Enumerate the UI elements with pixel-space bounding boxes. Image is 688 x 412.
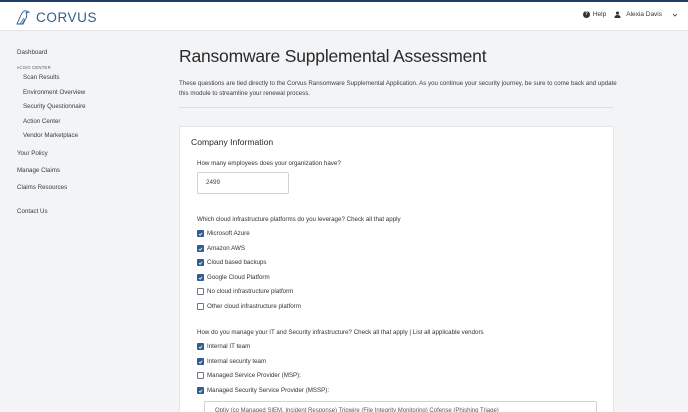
option-internal-security-team[interactable] <box>197 358 266 365</box>
option-cloud-based-backups[interactable] <box>197 259 267 266</box>
option-label: Cloud based backups <box>207 259 267 266</box>
main-content <box>98 31 688 412</box>
option-mssp[interactable] <box>197 387 329 394</box>
employees-input[interactable]: 2499 <box>197 172 289 194</box>
mssp-vendors-input[interactable]: Optiv (co Managed SIEM, Incident Response) Tripwire (File Integrity Monitoring) Cofense (Phishing Triage) <box>204 401 597 412</box>
sidebar-item-claims-resources[interactable]: Claims Resources <box>17 184 68 191</box>
option-label: Other cloud infrastructure platform <box>207 303 301 310</box>
option-label: Google Cloud Platform <box>207 274 270 281</box>
sidebar-item-vendor-marketplace[interactable]: Vendor Marketplace <box>23 132 79 139</box>
sidebar-item-your-policy[interactable]: Your Policy <box>17 150 48 157</box>
help-link[interactable]: Help <box>592 11 607 18</box>
checkbox-checked[interactable] <box>197 343 204 350</box>
option-label: Internal IT team <box>207 343 251 350</box>
question-it-security-management: How do you manage your IT and Security infrastructure? Check all that apply | List all applicable vendors <box>197 329 484 336</box>
help-icon[interactable]: ? <box>584 11 588 17</box>
option-microsoft-azure[interactable] <box>197 230 250 237</box>
sidebar-item-contact-us[interactable]: Contact Us <box>17 208 48 215</box>
option-no-cloud-platform[interactable] <box>197 288 293 295</box>
corvus-bird-icon <box>14 7 34 27</box>
question-employees: How many employees does your organization have? <box>197 160 341 167</box>
sidebar-item-dashboard[interactable]: Dashboard <box>17 49 48 56</box>
divider <box>179 107 613 108</box>
option-label: Microsoft Azure <box>207 230 250 237</box>
option-google-cloud-platform[interactable] <box>197 274 270 281</box>
sidebar-item-action-center[interactable]: Action Center <box>23 118 61 125</box>
option-internal-it-team[interactable] <box>197 343 250 350</box>
checkbox-unchecked[interactable] <box>197 372 204 379</box>
checkbox-checked[interactable] <box>197 259 204 266</box>
option-label: Managed Security Service Provider (MSSP): <box>207 387 330 394</box>
sidebar-item-security-questionnaire[interactable]: Security Questionnaire <box>23 103 86 110</box>
checkbox-unchecked[interactable] <box>197 288 204 295</box>
brand-logo[interactable] <box>14 7 97 27</box>
sidebar-item-scan-results[interactable]: Scan Results <box>23 74 60 81</box>
checkbox-checked[interactable] <box>197 245 204 252</box>
user-name[interactable]: Alexia Davis <box>626 11 662 18</box>
top-header <box>0 2 688 31</box>
intro-text: These questions are tied directly to the Corvus Ransomware Supplemental Application. As you continue your security journey, be sure to come back and update this module to streamline your renewal process. <box>179 80 617 97</box>
sidebar-item-environment-overview[interactable]: Environment Overview <box>23 89 86 96</box>
checkbox-checked[interactable] <box>197 230 204 237</box>
card-title: Company Information <box>191 137 274 147</box>
sidebar-item-manage-claims[interactable]: Manage Claims <box>17 167 60 174</box>
user-icon <box>614 11 621 18</box>
option-amazon-aws[interactable] <box>197 245 245 252</box>
option-label: Managed Service Provider (MSP): <box>207 372 301 379</box>
header-actions <box>583 11 678 18</box>
option-other-cloud-platform[interactable] <box>197 303 301 310</box>
brand-name: CORVUS <box>36 9 98 25</box>
option-msp[interactable] <box>197 372 301 379</box>
option-label: Amazon AWS <box>207 245 245 252</box>
company-information-card <box>179 126 614 412</box>
option-label: No cloud infrastructure platform <box>207 288 294 295</box>
checkbox-checked[interactable] <box>197 274 204 281</box>
checkbox-unchecked[interactable] <box>197 303 204 310</box>
checkbox-checked[interactable] <box>197 387 204 394</box>
page-title: Ransomware Supplemental Assessment <box>179 46 487 66</box>
checkbox-checked[interactable] <box>197 358 204 365</box>
sidebar-section-vciso: vCISO CENTER <box>17 65 51 70</box>
question-cloud-platforms: Which cloud infrastructure platforms do you leverage? Check all that apply <box>197 216 401 223</box>
chevron-down-icon[interactable] <box>672 12 678 18</box>
sidebar-nav <box>0 31 98 412</box>
option-label: Internal security team <box>207 358 267 365</box>
